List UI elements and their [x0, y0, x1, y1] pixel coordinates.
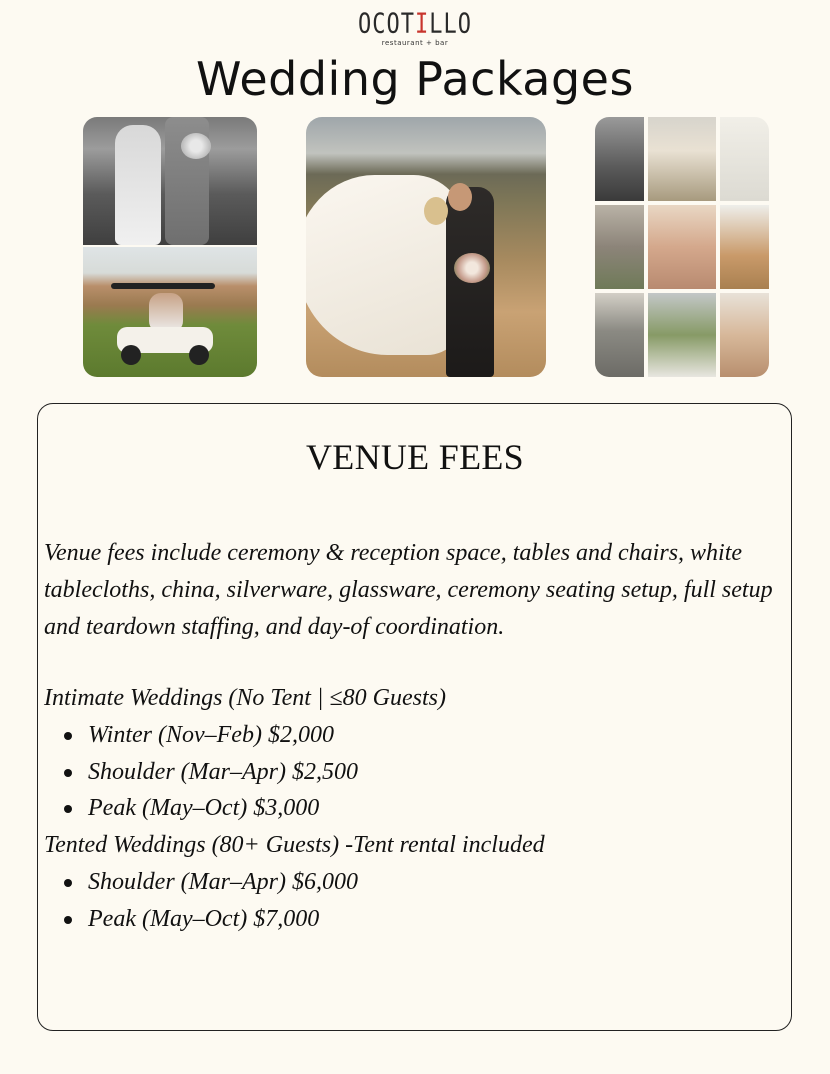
golf-cart-shape — [111, 283, 221, 365]
photo-grid-tile — [648, 205, 716, 289]
photo-grid-tile — [720, 293, 769, 377]
photo-golf-cart — [83, 247, 257, 377]
photo-couple-kiss — [306, 117, 546, 377]
tier-heading-tented: Tented Weddings (80+ Guests) -Tent rental included — [44, 832, 545, 858]
groom-head-shape — [448, 183, 472, 211]
photo-grid-tile — [720, 117, 769, 201]
list-item: Peak (May–Oct) $3,000 — [44, 790, 358, 827]
photo-grid-tile — [720, 205, 769, 289]
page-title: Wedding Packages — [196, 52, 634, 106]
photo-grid-tile — [595, 293, 644, 377]
photo-grid-tile — [595, 205, 644, 289]
venue-fees-title: VENUE FEES — [306, 437, 524, 477]
logo-tagline: restaurant + bar — [381, 39, 449, 47]
bouquet-shape — [181, 133, 211, 159]
photo-grid-tile — [595, 117, 644, 201]
tier-list-intimate — [44, 717, 358, 827]
venue-fees-intro: Venue fees include ceremony & reception space, tables and chairs, white tablecloths, china, silverware, glassware, ceremony seating setup, full setup and teardown staffing, and day-of coordination. — [44, 540, 773, 640]
logo-mark: I — [414, 8, 430, 40]
tier-list-tented — [44, 864, 358, 937]
photo-bride-groom-bw — [83, 117, 257, 245]
tier-heading-intimate: Intimate Weddings (No Tent | ≤80 Guests) — [44, 685, 446, 711]
photo-grid-tile — [648, 117, 716, 201]
photo-stack-left — [83, 117, 257, 377]
list-item: Winter (Nov–Feb) $2,000 — [44, 717, 358, 754]
dress-shape — [115, 125, 161, 245]
photo-grid-right — [595, 117, 769, 377]
logo-wordmark — [358, 9, 472, 42]
logo-suffix: LLO — [429, 8, 472, 40]
list-item: Shoulder (Mar–Apr) $6,000 — [44, 864, 358, 901]
cart-roof — [111, 283, 215, 289]
bride-head-shape — [424, 197, 448, 225]
bouquet-shape — [454, 253, 490, 283]
logo-prefix: OCOT — [358, 8, 415, 40]
list-item: Shoulder (Mar–Apr) $2,500 — [44, 754, 358, 791]
list-item: Peak (May–Oct) $7,000 — [44, 901, 358, 938]
cart-wheel — [189, 345, 209, 365]
cart-wheel — [121, 345, 141, 365]
photo-grid-tile — [648, 293, 716, 377]
brand-logo — [0, 8, 830, 47]
